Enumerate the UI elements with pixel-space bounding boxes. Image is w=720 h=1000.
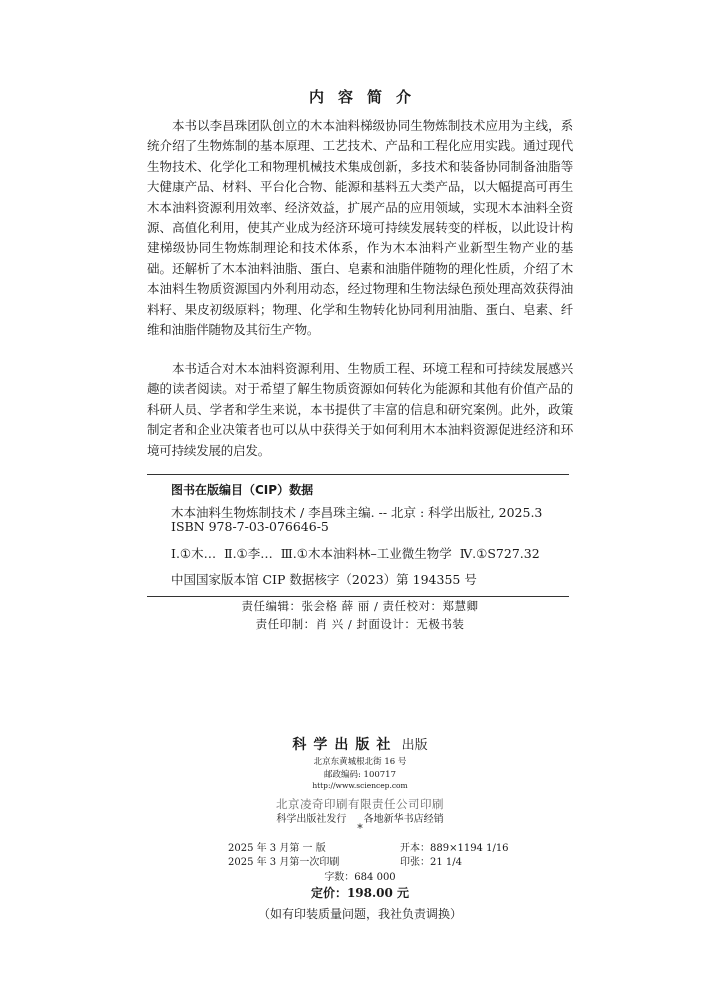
publisher-suffix: 出版 (401, 738, 428, 753)
intro-paragraph: 本书以李昌珠团队创立的木本油料梯级协同生物炼制技术应用为主线，系统介绍了生物炼制的基本原理、工艺技术、产品和工程化应用实践。通过现代生物技术、化学化工和物理机械技术集成创新，多技术和装备协同制备油脂等大健康产品、材料、平台化合物、能源和基料五大类产品，以大幅提高可再生木本油料资源利用效率、经济效益，扩展产品的应用领域，实现木本油料全资源、高值化利用，使其产业成为经济环境可持续发展转变的样板，以此设计构建梯级协同生物炼制理论和技术体系，作为木本油料产业新型生物产业的基础。还解析了木本油料油脂、蛋白、皂素和油脂伴随物的理化性质，介绍了木本油料生物质资源国内外利用动态，经过物理和生物法绿色预处理高效获得油料籽、果皮初级原料；物理、化学和生物转化协同利用油脂、蛋白、皂素、纤维和油脂伴随物及其衍生产物。 (147, 118, 573, 338)
word-count: 字数：684 000 (324, 872, 396, 883)
edition-info: 2025 年 3 月第 一 版 (228, 843, 326, 854)
distributor: 科学出版社发行 各地新华书店经销 (276, 814, 444, 825)
intro-paragraph: 本书适合对木本油料资源利用、生物质工程、环境工程和可持续发展感兴趣的读者阅读。对于希望了解生物质资源如何转化为能源和其他有价值产品的科研人员、学者和学生来说，本书提供了丰富的信息和研究案例。此外，政策制定者和企业决策者也可以从中获得关于如何利用木本油料资源促进经济和环境可持续发展的启发。 (147, 361, 573, 458)
production-credits: 责任印制：肖 兴 / 封面设计：无极书装 (255, 617, 465, 631)
quality-notice: （如有印装质量问题，我社负责调换） (257, 907, 462, 921)
publisher-name: 科学出版社 (292, 737, 398, 753)
publisher-postcode: 邮政编码: 100717 (323, 770, 396, 780)
cip-bottom-rule (147, 596, 569, 597)
cip-isbn: ISBN 978-7-03-076646-5 (171, 519, 329, 534)
cip-top-rule (147, 474, 569, 475)
publisher-line (0, 734, 720, 754)
separator: * (357, 822, 363, 835)
cip-check-number: 中国国家版本馆 CIP 数据核字（2023）第 194355 号 (171, 572, 477, 587)
printing-info: 2025 年 3 月第一次印刷 (228, 857, 340, 868)
page-title: 内容简介 (308, 88, 425, 106)
format-info: 开本：889×1194 1/16 (400, 843, 509, 854)
price: 定价：198.00 元 (310, 886, 410, 900)
cip-classification: Ⅰ.①木… Ⅱ.①李… Ⅲ.①木本油料林–工业微生物学 Ⅳ.①S727.32 (171, 546, 540, 561)
cip-heading: 图书在版编目（CIP）数据 (171, 483, 314, 497)
cip-title-line: 木本油料生物炼制技术 / 李昌珠主编. -- 北京 : 科学出版社, 2025.3 (171, 505, 543, 520)
printer: 北京凌奇印刷有限责任公司印刷 (276, 797, 444, 811)
editor-credits: 责任编辑：张会格 薛 丽 / 责任校对：郑慧卿 (241, 599, 479, 613)
sheets-info: 印张：21 1/4 (400, 857, 462, 868)
publisher-address: 北京东黄城根北街 16 号 (313, 757, 407, 767)
publisher-url: http://www.sciencep.com (312, 781, 408, 790)
